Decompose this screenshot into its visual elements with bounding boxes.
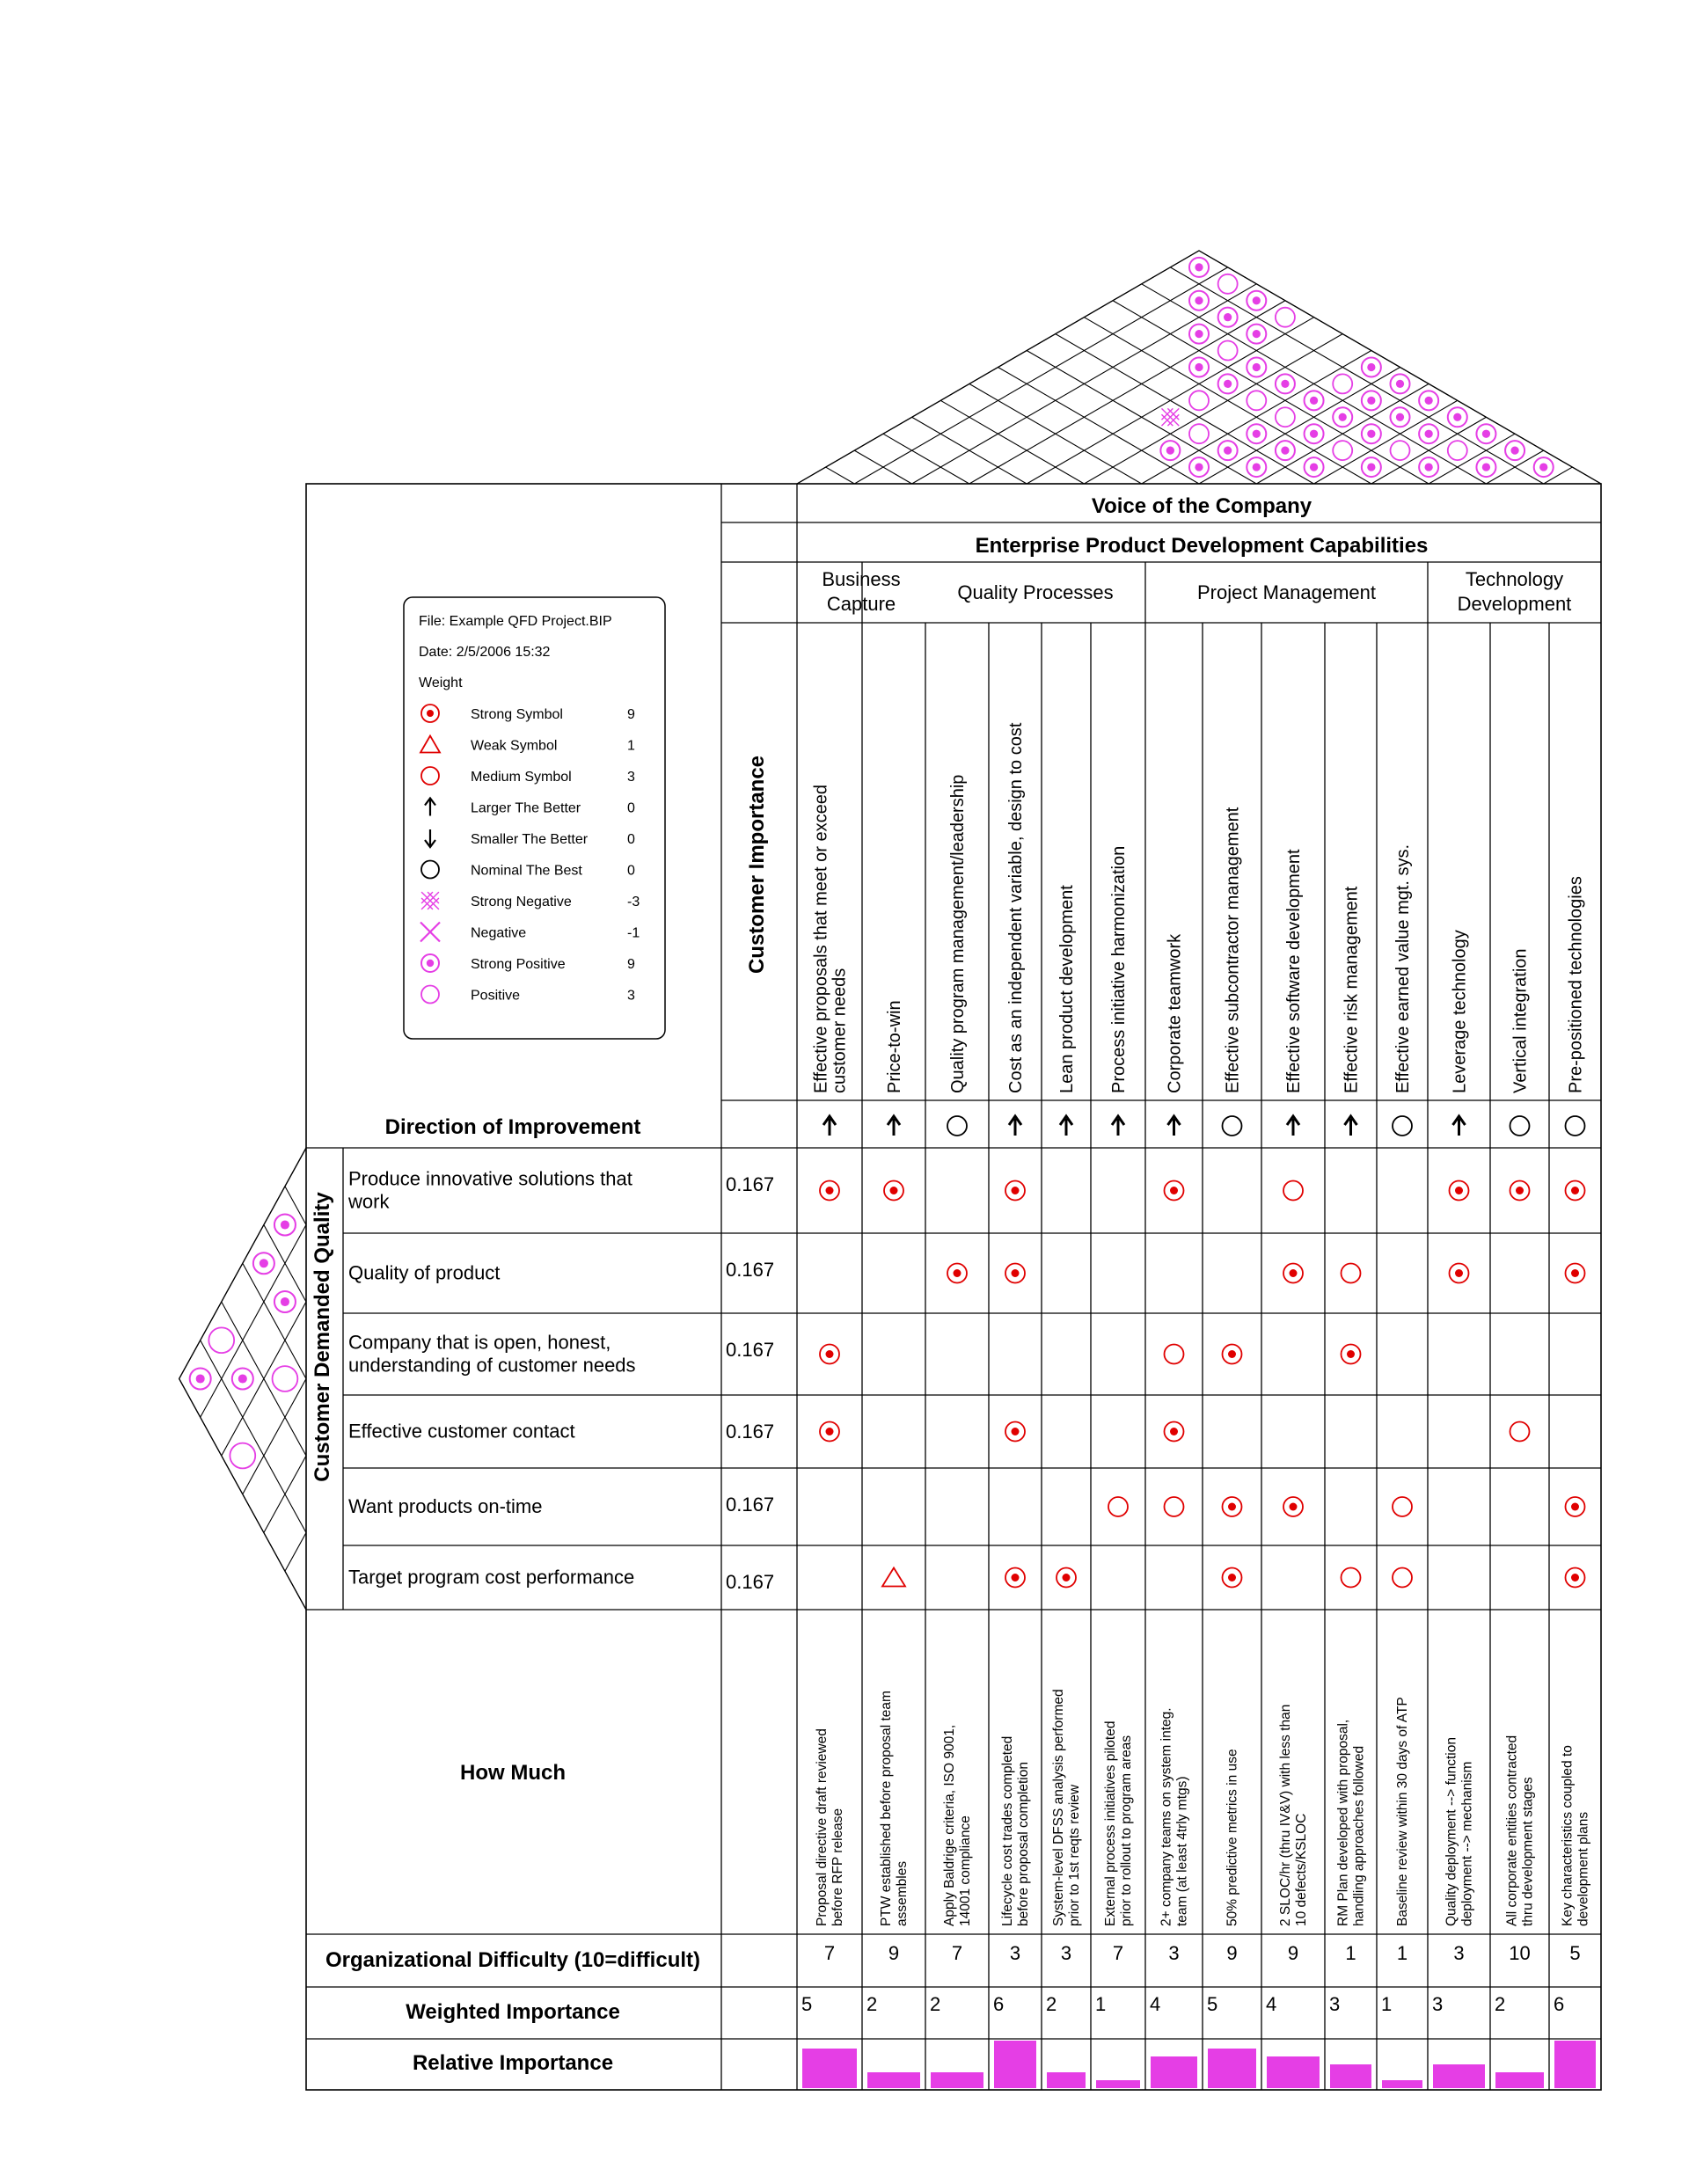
roof-line xyxy=(940,400,1084,484)
legend-item-value: 9 xyxy=(627,707,635,722)
legend-item-value: -1 xyxy=(627,925,640,941)
legend-file: File: Example QFD Project.BIP xyxy=(419,614,612,629)
column-label-0: Effective proposals that meet or exceedcustomer needs xyxy=(811,785,850,1093)
positive-icon xyxy=(1333,374,1352,393)
roof-line xyxy=(1113,301,1429,484)
positive-icon xyxy=(1247,391,1266,410)
legend-item-value: 9 xyxy=(627,957,635,972)
row-label-4: Want products on-time xyxy=(348,1495,543,1517)
roof-line xyxy=(826,467,855,484)
column-label-12: Vertical integration xyxy=(1510,948,1531,1093)
side-line xyxy=(285,1533,306,1572)
row-label-5: Target program cost performance xyxy=(348,1566,635,1589)
direction-nominal-icon xyxy=(947,1116,967,1136)
customer-demanded-quality-header: Customer Demanded Quality xyxy=(311,1192,334,1482)
strong-symbol-icon-dot xyxy=(1571,1503,1579,1511)
strong-positive-icon-dot xyxy=(1367,363,1375,371)
row-importance-5: 0.167 xyxy=(726,1571,775,1593)
legend-item-label: Strong Symbol xyxy=(471,707,563,722)
column-label-2: Quality program management/leadership xyxy=(948,774,968,1093)
strong-symbol-icon-dot xyxy=(1012,1269,1020,1277)
strong-symbol-icon-dot xyxy=(826,1350,834,1358)
roof-line xyxy=(969,301,1285,484)
strong-positive-icon-dot xyxy=(1195,296,1203,304)
row-importance-0: 0.167 xyxy=(726,1173,775,1195)
how-much-target-5: External process initiatives pilotedprior to rollout to program areas xyxy=(1103,1720,1134,1926)
legend-item-label: Larger The Better xyxy=(471,800,581,816)
weighted-importance-value: 1 xyxy=(1095,1993,1107,2015)
direction-up-arrow-icon xyxy=(1112,1116,1124,1136)
strong-positive-icon-dot xyxy=(260,1259,268,1267)
group-label-1: Quality Processes xyxy=(957,581,1114,603)
direction-up-arrow-icon xyxy=(1453,1116,1466,1136)
how-much-label: How Much xyxy=(460,1761,566,1785)
medium-symbol-icon xyxy=(1342,1264,1361,1283)
legend-date: Date: 2/5/2006 15:32 xyxy=(419,645,551,660)
positive-icon xyxy=(1218,274,1238,294)
legend-item-value: -3 xyxy=(627,895,640,909)
row-importance-4: 0.167 xyxy=(726,1494,775,1516)
relative-importance-bar xyxy=(802,2049,857,2088)
column-label-13: Pre-positioned technologies xyxy=(1566,876,1586,1093)
strong-positive-icon-dot xyxy=(1453,413,1461,421)
strong-symbol-icon-dot xyxy=(826,1428,834,1435)
legend-item-label: Smaller The Better xyxy=(471,832,589,847)
difficulty-value: 9 xyxy=(1287,1942,1299,1964)
strong-positive-icon-dot xyxy=(1510,447,1518,455)
strong-symbol-icon-dot xyxy=(1170,1187,1178,1194)
column-label-5: Process initiative harmonization xyxy=(1109,845,1129,1093)
direction-nominal-icon xyxy=(1393,1116,1412,1136)
how-much-target-6: 2+ company teams on system integ.team (at least 4trly mtgs) xyxy=(1159,1707,1190,1926)
how-much-target-9: RM Plan developed with proposal,handling approaches followed xyxy=(1335,1719,1367,1926)
strong-positive-icon-dot xyxy=(1195,463,1203,471)
difficulty-value: 10 xyxy=(1509,1942,1531,1964)
legend-item-label: Negative xyxy=(471,925,527,941)
how-much-target-0: Proposal directive draft reviewedbefore RFP release xyxy=(815,1728,845,1926)
row-importance-2: 0.167 xyxy=(726,1339,775,1361)
strong-positive-icon-dot xyxy=(1367,463,1375,471)
strong-positive-icon-dot xyxy=(196,1374,205,1383)
strong-symbol-icon-dot xyxy=(826,1187,834,1194)
strong-positive-icon-dot xyxy=(1425,397,1433,405)
enterprise-capabilities-header: Enterprise Product Development Capabilities xyxy=(975,534,1429,558)
medium-symbol-icon xyxy=(1510,1422,1530,1442)
column-label-3: Cost as an independent variable, design to cost xyxy=(1006,722,1026,1093)
how-much-target-12: All corporate entities contractedthru development stages xyxy=(1504,1735,1536,1926)
direction-up-arrow-icon xyxy=(1009,1116,1021,1136)
medium-symbol-icon xyxy=(1393,1497,1412,1516)
strong-positive-icon-dot xyxy=(1367,430,1375,438)
strong-positive-icon-dot xyxy=(1310,463,1318,471)
strong-positive-icon-dot xyxy=(1539,463,1547,471)
direction-nominal-icon xyxy=(1223,1116,1242,1136)
how-much-target-11: Quality deployment --> functiondeployment --> mechanism xyxy=(1444,1737,1475,1926)
positive-icon xyxy=(1276,308,1295,327)
medium-symbol-icon xyxy=(1108,1497,1128,1516)
roof-line xyxy=(1429,434,1515,484)
roof-line xyxy=(883,434,969,484)
strong-positive-icon-dot xyxy=(1367,397,1375,405)
weighted-importance-value: 2 xyxy=(930,1993,941,2015)
column-label-8: Effective software development xyxy=(1284,849,1304,1093)
strong-positive-icon-dot xyxy=(1253,430,1261,438)
row-label-3: Effective customer contact xyxy=(348,1420,575,1443)
direction-of-improvement-label: Direction of Improvement xyxy=(384,1115,641,1139)
weighted-importance-value: 4 xyxy=(1266,1993,1277,2015)
strong-positive-icon-dot xyxy=(1166,447,1174,455)
legend-item-value: 0 xyxy=(627,863,635,879)
legend-item-value: 1 xyxy=(627,738,635,754)
voice-of-company-header: Voice of the Company xyxy=(1091,494,1312,518)
direction-up-arrow-icon xyxy=(823,1116,836,1136)
relative-importance-bar xyxy=(994,2041,1036,2088)
strong-positive-icon-dot xyxy=(281,1220,289,1229)
row-importance-1: 0.167 xyxy=(726,1259,775,1281)
legend-box xyxy=(404,597,665,1039)
weighted-importance-value: 2 xyxy=(1046,1993,1057,2015)
difficulty-value: 3 xyxy=(1453,1942,1465,1964)
medium-circle-icon xyxy=(273,1366,298,1391)
direction-nominal-icon xyxy=(1566,1116,1585,1136)
strong-negative-icon xyxy=(1161,408,1179,426)
difficulty-value: 7 xyxy=(823,1942,836,1964)
medium-circle-icon xyxy=(230,1443,255,1469)
strong-positive-icon-dot xyxy=(1253,363,1261,371)
roof-line xyxy=(1314,400,1458,484)
strong-positive-icon-dot xyxy=(1425,463,1433,471)
group-label-0: Business Capture xyxy=(822,568,901,615)
strong-symbol-icon-dot xyxy=(1290,1503,1298,1511)
row-label-0: Produce innovative solutions that work xyxy=(348,1167,632,1213)
strong-positive-icon-dot xyxy=(1339,413,1347,421)
medium-symbol-icon xyxy=(1342,1568,1361,1588)
group-label-2: Project Management xyxy=(1197,581,1376,603)
relative-importance-bar xyxy=(1096,2080,1140,2088)
weighted-importance-value: 6 xyxy=(993,1993,1005,2015)
legend-item-value: 3 xyxy=(627,770,635,785)
relative-importance-bar xyxy=(867,2072,920,2088)
strong-symbol-icon-dot xyxy=(1571,1269,1579,1277)
relative-importance-bar xyxy=(1151,2056,1197,2088)
difficulty-value: 7 xyxy=(1112,1942,1124,1964)
strong-positive-icon-dot xyxy=(427,960,434,967)
weighted-importance-value: 1 xyxy=(1381,1993,1393,2015)
legend-item-label: Strong Negative xyxy=(471,895,572,909)
how-much-target-3: Lifecycle cost trades completedbefore proposal completion xyxy=(1000,1735,1031,1926)
strong-positive-icon-dot xyxy=(1310,430,1318,438)
legend-item-value: 0 xyxy=(627,800,635,816)
medium-symbol-icon xyxy=(1393,1568,1412,1588)
group-label-3: Technology Development xyxy=(1457,568,1572,615)
strong-positive-icon-dot xyxy=(1195,263,1203,271)
relative-importance-bar xyxy=(1267,2056,1320,2088)
side-line xyxy=(285,1187,306,1225)
strong-positive-icon-dot xyxy=(1281,447,1289,455)
side-line xyxy=(201,1225,306,1418)
relative-importance-bar xyxy=(1433,2064,1485,2088)
strong-symbol-icon-dot xyxy=(1228,1574,1236,1581)
how-much-target-8: 2 SLOC/hr (thru IV&V) with less than10 defects/KSLOC xyxy=(1278,1704,1309,1926)
how-much-target-1: PTW established before proposal teamassembles xyxy=(879,1691,910,1926)
side-line xyxy=(243,1379,306,1494)
how-much-target-7: 50% predictive metrics in use xyxy=(1225,1749,1240,1926)
difficulty-value: 9 xyxy=(888,1942,900,1964)
column-label-7: Effective subcontractor management xyxy=(1223,807,1243,1093)
positive-icon xyxy=(1391,441,1410,460)
relative-importance-bar xyxy=(1208,2049,1256,2088)
difficulty-value: 9 xyxy=(1226,1942,1238,1964)
legend-item-label: Positive xyxy=(471,988,521,1004)
relative-importance-bar xyxy=(931,2072,983,2088)
strong-positive-icon-dot xyxy=(1253,463,1261,471)
difficulty-value: 1 xyxy=(1345,1942,1356,1964)
strong-positive-icon-dot xyxy=(281,1297,289,1306)
direction-up-arrow-icon xyxy=(1168,1116,1181,1136)
column-label-9: Effective risk management xyxy=(1342,886,1362,1093)
how-much-target-10: Baseline review within 30 days of ATP xyxy=(1395,1697,1410,1926)
direction-up-arrow-icon xyxy=(1287,1116,1299,1136)
medium-symbol-icon xyxy=(1165,1345,1184,1364)
strong-symbol-icon-dot xyxy=(1290,1269,1298,1277)
relative-importance-bar xyxy=(1047,2072,1086,2088)
column-label-1: Price-to-win xyxy=(885,1000,904,1093)
positive-icon xyxy=(1189,391,1209,410)
legend-item-label: Strong Positive xyxy=(471,957,566,972)
legend-item-label: Nominal The Best xyxy=(471,863,582,879)
strong-symbol-icon-dot xyxy=(1012,1574,1020,1581)
relative-importance-label: Relative Importance xyxy=(412,2051,614,2075)
column-label-11: Leverage technology xyxy=(1450,930,1470,1093)
strong-symbol-icon-dot xyxy=(1228,1503,1236,1511)
strong-positive-icon-dot xyxy=(1396,380,1404,388)
strong-positive-icon-dot xyxy=(1281,380,1289,388)
strong-negative-icon xyxy=(421,892,439,909)
strong-positive-icon-dot xyxy=(1224,447,1232,455)
relative-importance-bar xyxy=(1495,2072,1544,2088)
strong-symbol-icon-dot xyxy=(1516,1187,1524,1194)
column-label-10: Effective earned value mgt. sys. xyxy=(1393,844,1413,1093)
strong-symbol-icon-dot xyxy=(1455,1187,1463,1194)
difficulty-value: 1 xyxy=(1396,1942,1408,1964)
legend-item-value: 0 xyxy=(627,832,635,847)
positive-icon xyxy=(1276,407,1295,427)
positive-icon xyxy=(1189,424,1209,443)
strong-positive-icon-dot xyxy=(1310,397,1318,405)
organizational-difficulty-label: Organizational Difficulty (10=difficult) xyxy=(325,1948,701,1972)
strong-symbol-icon-dot xyxy=(1455,1269,1463,1277)
strong-positive-icon-dot xyxy=(1425,430,1433,438)
side-line xyxy=(201,1340,306,1533)
row-correlation-triangle xyxy=(179,1148,306,1610)
direction-up-arrow-icon xyxy=(1060,1116,1072,1136)
relative-importance-bar xyxy=(1382,2080,1422,2088)
weighted-importance-label: Weighted Importance xyxy=(406,2000,620,2024)
weighted-importance-value: 2 xyxy=(1495,1993,1506,2015)
legend-item-label: Weak Symbol xyxy=(471,738,558,754)
difficulty-value: 3 xyxy=(1060,1942,1072,1964)
weighted-importance-value: 6 xyxy=(1554,1993,1565,2015)
weighted-importance-value: 3 xyxy=(1432,1993,1444,2015)
difficulty-value: 3 xyxy=(1009,1942,1021,1964)
strong-positive-icon-dot xyxy=(1224,313,1232,321)
strong-symbol-icon-dot xyxy=(1571,1187,1579,1194)
roof-line xyxy=(1084,334,1342,484)
positive-icon xyxy=(1218,341,1238,361)
difficulty-value: 7 xyxy=(951,1942,963,1964)
strong-symbol-icon-dot xyxy=(1571,1574,1579,1581)
column-label-6: Corporate teamwork xyxy=(1165,933,1185,1093)
strong-symbol-icon-dot xyxy=(954,1269,961,1277)
medium-symbol-icon xyxy=(1283,1181,1303,1201)
positive-icon xyxy=(1333,441,1352,460)
legend-item-label: Medium Symbol xyxy=(471,770,572,785)
column-label-4: Lean product development xyxy=(1057,885,1077,1093)
weighted-importance-value: 2 xyxy=(866,1993,878,2015)
medium-symbol-icon xyxy=(1165,1497,1184,1516)
strong-symbol-icon-dot xyxy=(1012,1428,1020,1435)
how-much-target-2: Apply Baldrige criteria, ISO 9001,14001 compliance xyxy=(942,1724,973,1926)
legend-weight-title: Weight xyxy=(419,676,463,690)
strong-symbol-icon-dot xyxy=(1012,1187,1020,1194)
row-importance-3: 0.167 xyxy=(726,1421,775,1443)
how-much-target-4: System-level DFSS analysis performedprior to 1st reqts review xyxy=(1051,1689,1082,1926)
row-label-2: Company that is open, honest, understanding of customer needs xyxy=(348,1331,636,1377)
relative-importance-bar xyxy=(1554,2041,1596,2088)
direction-nominal-icon xyxy=(1510,1116,1530,1136)
medium-circle-icon xyxy=(208,1327,234,1353)
strong-positive-icon-dot xyxy=(1482,463,1490,471)
weak-symbol-icon xyxy=(882,1568,905,1587)
strong-symbol-icon-dot xyxy=(1228,1350,1236,1358)
strong-symbol-icon-dot xyxy=(1347,1350,1355,1358)
weighted-importance-value: 5 xyxy=(1207,1993,1218,2015)
weighted-importance-value: 5 xyxy=(801,1993,813,2015)
strong-positive-icon-dot xyxy=(238,1374,247,1383)
strong-symbol-icon-dot xyxy=(890,1187,898,1194)
legend-item-value: 3 xyxy=(627,988,635,1004)
strong-positive-icon-dot xyxy=(1396,413,1404,421)
strong-symbol-icon-dot xyxy=(427,710,434,717)
weighted-importance-value: 3 xyxy=(1329,1993,1341,2015)
strong-symbol-icon-dot xyxy=(1170,1428,1178,1435)
strong-positive-icon-dot xyxy=(1195,330,1203,338)
roof-line xyxy=(1056,334,1314,484)
strong-positive-icon-dot xyxy=(1224,380,1232,388)
strong-symbol-icon-dot xyxy=(1063,1574,1071,1581)
strong-positive-icon-dot xyxy=(1253,330,1261,338)
direction-up-arrow-icon xyxy=(888,1116,900,1136)
difficulty-value: 5 xyxy=(1569,1942,1581,1964)
how-much-target-13: Key characteristics coupled todevelopment plans xyxy=(1560,1745,1591,1926)
difficulty-value: 3 xyxy=(1168,1942,1180,1964)
relative-importance-bar xyxy=(1330,2064,1371,2088)
row-label-1: Quality of product xyxy=(348,1261,501,1284)
correlation-roof xyxy=(797,251,1601,484)
direction-up-arrow-icon xyxy=(1345,1116,1357,1136)
strong-positive-icon-dot xyxy=(1195,363,1203,371)
positive-icon xyxy=(1448,441,1467,460)
weighted-importance-value: 4 xyxy=(1150,1993,1161,2015)
strong-positive-icon-dot xyxy=(1253,296,1261,304)
strong-positive-icon-dot xyxy=(1482,430,1490,438)
customer-importance-header: Customer Importance xyxy=(745,755,769,975)
side-line xyxy=(243,1263,306,1378)
